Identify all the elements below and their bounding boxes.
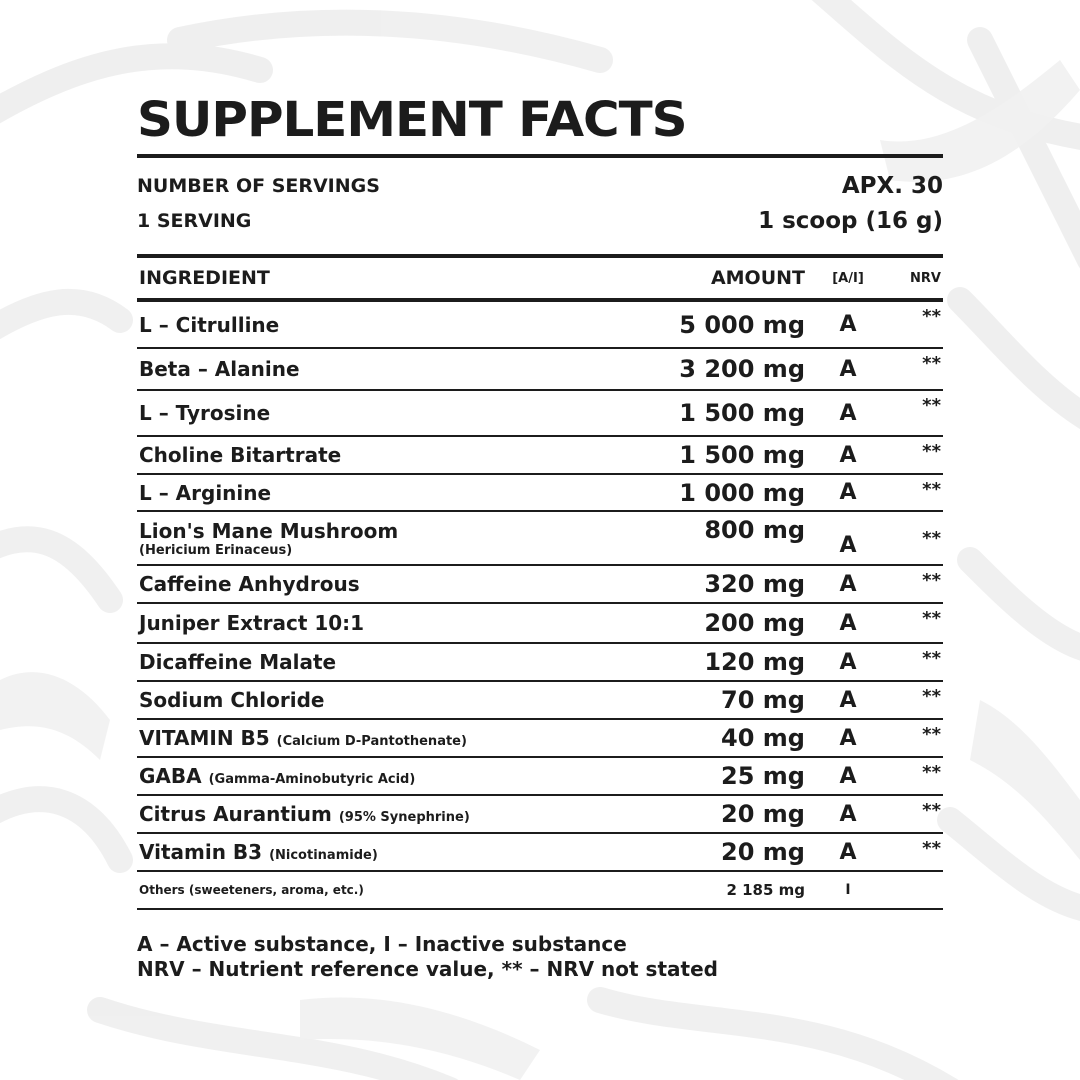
ingredient-nrv: ** (922, 686, 941, 707)
ingredient-amount: 3 200 mg (679, 355, 805, 383)
ingredient-amount: 1 500 mg (679, 441, 805, 469)
ingredient-name: L – Citrulline (139, 312, 280, 337)
ingredient-nrv: ** (922, 570, 941, 591)
ingredient-name: L – Tyrosine (139, 401, 271, 425)
ingredient-detail: (Calcium D-Pantothenate) (276, 734, 467, 749)
ingredient-ai: A (839, 839, 857, 865)
table-row (137, 302, 943, 349)
ingredient-name: Lion's Mane Mushroom (139, 518, 399, 543)
table-row (137, 604, 943, 644)
table-row (137, 682, 943, 720)
ingredient-nrv: ** (922, 395, 941, 416)
table-row (137, 720, 943, 758)
table-row (137, 834, 943, 872)
ingredient-nrv: ** (922, 724, 941, 745)
table-row (137, 758, 943, 796)
ingredient-amount: 200 mg (704, 609, 805, 637)
ingredient-ai: A (839, 400, 857, 426)
ingredient-name: Caffeine Anhydrous (139, 572, 360, 596)
ingredient-nrv: ** (922, 800, 941, 821)
ingredient-amount: 70 mg (721, 686, 805, 714)
ingredient-detail: (Hericium Erinaceus) (139, 542, 293, 558)
footnote-substance: A – Active substance, I – Inactive substance (137, 932, 627, 956)
table-row (137, 391, 943, 437)
facts-panel (137, 92, 943, 982)
ingredient-nrv: ** (922, 479, 941, 500)
ingredient-ai: A (839, 442, 857, 468)
ingredient-name: Beta – Alanine (139, 357, 300, 381)
ingredient-ai: A (839, 312, 857, 337)
header-nrv: NRV (910, 270, 941, 286)
serving-info (137, 158, 943, 238)
table-row (137, 512, 943, 566)
ingredient-name: Sodium Chloride (139, 688, 325, 712)
ingredient-ai: A (839, 356, 857, 382)
ingredient-name-cell (137, 802, 535, 826)
ingredient-amount: 120 mg (704, 648, 805, 676)
servings-count-label: NUMBER OF SERVINGS (137, 174, 380, 197)
ingredient-ai: A (839, 725, 857, 751)
ingredient-ai: A (839, 763, 857, 789)
header-amount: AMOUNT (710, 267, 805, 289)
ingredient-detail: (Nicotinamide) (269, 848, 378, 863)
ingredient-amount: 800 mg (704, 516, 805, 544)
others-nrv (883, 872, 943, 876)
ingredient-amount: 25 mg (721, 762, 805, 790)
others-amount: 2 185 mg (726, 881, 805, 899)
serving-size-value: 1 scoop (16 g) (758, 207, 943, 234)
ingredient-name: Dicaffeine Malate (139, 650, 337, 674)
header-ai: [A/I] (832, 270, 864, 286)
ingredient-nrv: ** (922, 527, 941, 549)
ingredient-ai: A (839, 533, 857, 558)
header-ingredient: INGREDIENT (139, 267, 270, 289)
ingredient-ai: A (839, 649, 857, 675)
ingredient-ai: A (839, 571, 857, 597)
ingredient-table (137, 302, 943, 910)
ingredient-amount: 20 mg (721, 838, 805, 866)
page-title: SUPPLEMENT FACTS (137, 92, 687, 148)
footnotes (137, 932, 943, 982)
ingredient-name-cell (137, 519, 535, 558)
servings-count-row (137, 168, 943, 203)
ingredient-name: Juniper Extract 10:1 (139, 611, 365, 635)
footnote-nrv: NRV – Nutrient reference value, ** – NRV not stated (137, 957, 718, 981)
ingredient-nrv: ** (922, 838, 941, 859)
table-row (137, 475, 943, 512)
ingredient-name-cell (137, 726, 535, 750)
table-row (137, 349, 943, 391)
ingredient-nrv: ** (922, 306, 941, 327)
ingredient-nrv: ** (922, 648, 941, 669)
ingredient-ai: A (839, 610, 857, 636)
ingredient-detail: (Gamma-Aminobutyric Acid) (208, 772, 416, 787)
ingredient-name: Vitamin B3 (139, 840, 263, 864)
ingredient-name: L – Arginine (139, 480, 272, 505)
table-row (137, 566, 943, 604)
servings-count-value: APX. 30 (841, 172, 943, 199)
table-row (137, 437, 943, 475)
ingredient-ai: A (839, 480, 857, 505)
ingredient-name-cell (137, 764, 535, 788)
ingredient-name-cell (137, 840, 535, 864)
table-row (137, 644, 943, 682)
ingredient-name: GABA (139, 764, 202, 788)
ingredient-ai: A (839, 801, 857, 827)
serving-size-label: 1 SERVING (137, 209, 252, 232)
ingredient-name: Citrus Aurantium (139, 802, 332, 826)
ingredient-amount: 1 500 mg (679, 399, 805, 427)
ingredient-amount: 5 000 mg (679, 310, 805, 339)
ingredient-nrv: ** (922, 608, 941, 629)
ingredient-amount: 40 mg (721, 724, 805, 752)
ingredient-amount: 20 mg (721, 800, 805, 828)
ingredient-nrv: ** (922, 762, 941, 783)
table-header (137, 258, 943, 298)
table-row-others (137, 872, 943, 910)
ingredient-nrv: ** (922, 441, 941, 462)
ingredient-name: Choline Bitartrate (139, 443, 342, 467)
ingredient-nrv: ** (922, 353, 941, 374)
ingredient-amount: 320 mg (704, 570, 805, 598)
ingredient-name: VITAMIN B5 (139, 726, 270, 750)
ingredient-detail: (95% Synephrine) (338, 810, 470, 825)
others-ai: I (845, 882, 851, 898)
ingredient-ai: A (839, 687, 857, 713)
serving-size-row (137, 203, 943, 238)
ingredient-amount: 1 000 mg (679, 478, 805, 507)
others-name: Others (sweeteners, aroma, etc.) (139, 883, 364, 897)
table-row (137, 796, 943, 834)
